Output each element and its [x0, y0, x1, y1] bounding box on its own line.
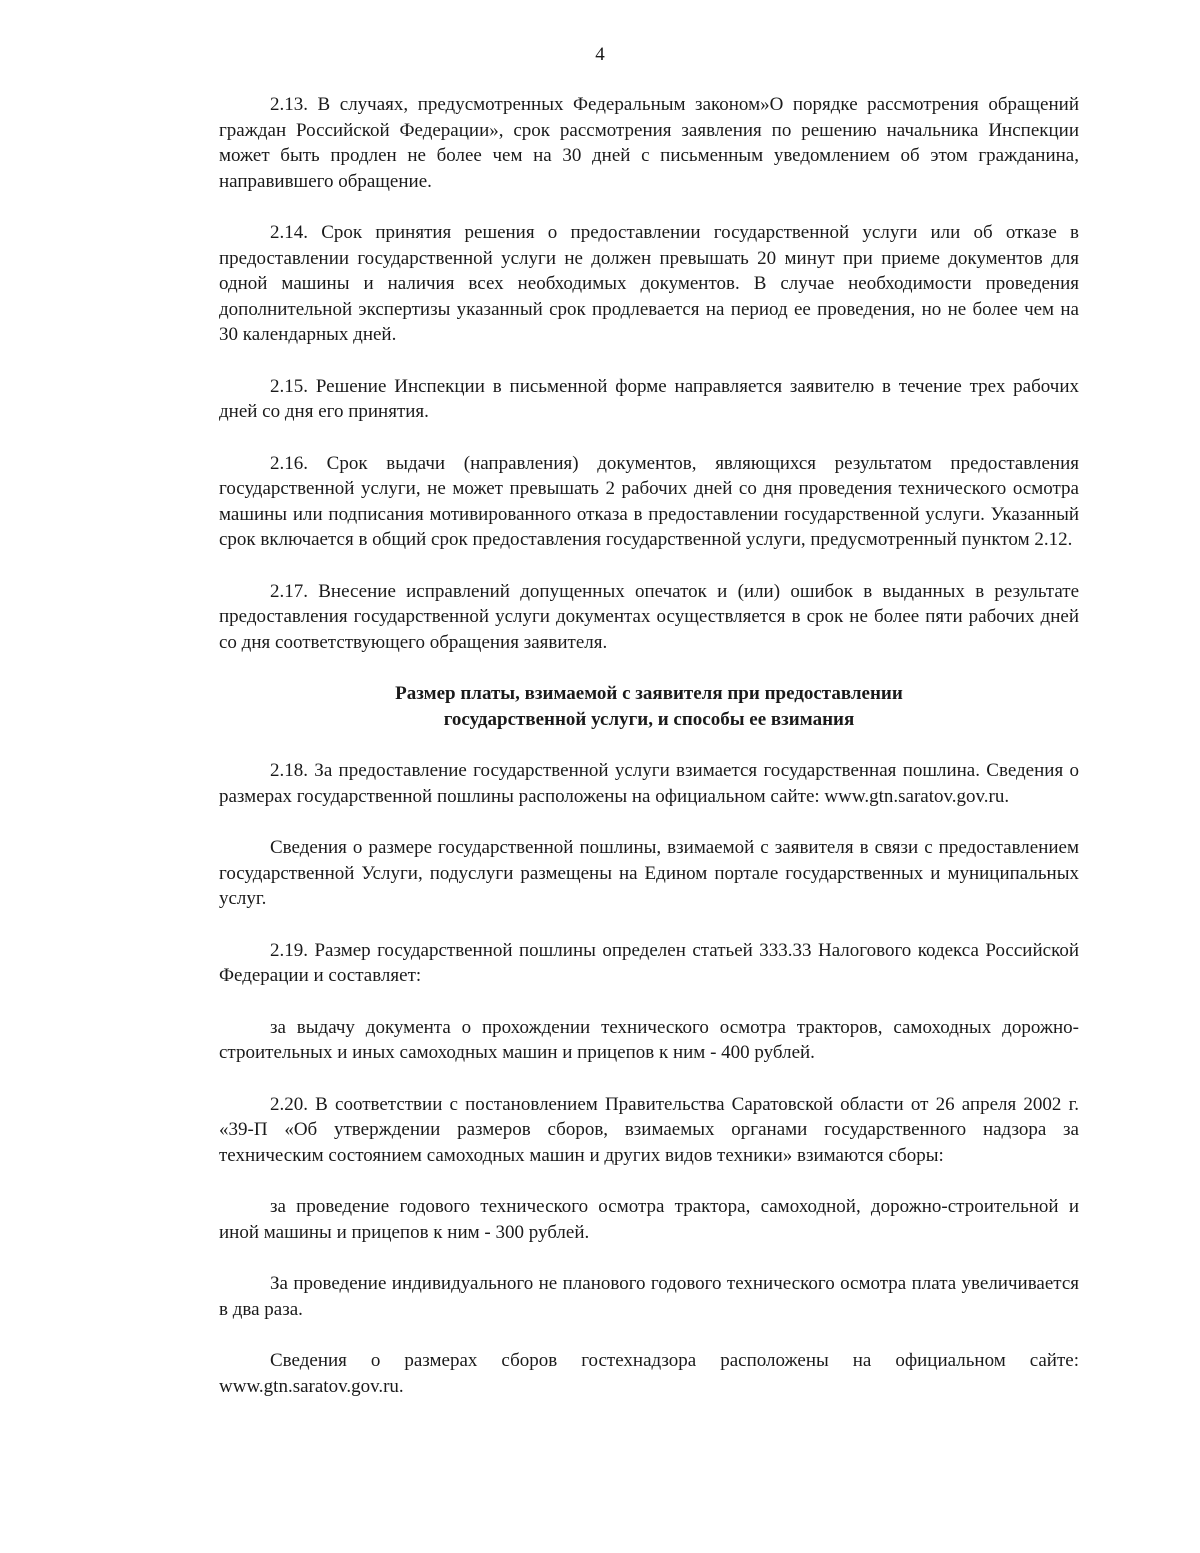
paragraph-2-18: 2.18. За предоставление государственной услуги взимается государственная пошлина. Сведения о размерах государственной пошлины расположены на официальном сайте: www.gtn.saratov.gov.ru.: [219, 760, 1079, 807]
page-number: 4: [595, 44, 605, 65]
paragraph-fee-300: за проведение годового технического осмотра трактора, самоходной, дорожно-строительной и иной машины и прицепов к ним - 300 рублей.: [219, 1196, 1079, 1243]
paragraph-2-19: 2.19. Размер государственной пошлины определен статьей 333.33 Налогового кодекса Российской Федерации и составляет:: [219, 939, 1079, 986]
paragraph-fee-info-portal: Сведения о размере государственной пошлины, взимаемой с заявителя в связи с предоставлением государственной Услуги, подуслуги размещены на Едином портале государственных и муниципальных услуг.: [219, 837, 1079, 909]
section-heading-line-2: государственной услуги, и способы ее взимания: [443, 708, 855, 730]
paragraph-2-13: 2.13. В случаях, предусмотренных Федеральным законом»О порядке рассмотрения обращений граждан Российской Федерации», срок рассмотрения заявления по решению начальника Инспекции может быть продлен не более чем на 30 дней с письменным уведомлением об этом гражданина, направившего обращение.: [219, 94, 1079, 192]
paragraph-2-16: 2.16. Срок выдачи (направления) документов, являющихся результатом предоставления государственной услуги, не может превышать 2 рабочих дней со дня проведения технического осмотра машины или подписания мотивированного отказа в предоставлении государственной услуги. Указанный срок включается в общий срок предоставления государственной услуги, предусмотренный пунктом 2.12.: [219, 452, 1079, 550]
section-heading: [219, 681, 1079, 732]
document-body: [219, 92, 1079, 1425]
paragraph-double-fee: За проведение индивидуального не планового годового технического осмотра плата увеличивается в два раза.: [219, 1273, 1079, 1320]
paragraph-2-20: 2.20. В соответствии с постановлением Правительства Саратовской области от 26 апреля 2002 г. «39-П «Об утверждении размеров сборов, взимаемых органами государственного надзора за техническим состоянием самоходных машин и других видов техники» взимаются сборы:: [219, 1093, 1079, 1166]
paragraph-fee-400: за выдачу документа о прохождении технического осмотра тракторов, самоходных дорожно-строительных и иных самоходных машин и прицепов к ним - 400 рублей.: [219, 1016, 1079, 1063]
paragraph-2-14: 2.14. Срок принятия решения о предоставлении государственной услуги или об отказе в предоставлении государственной услуги не должен превышать 20 минут при приеме документов для одной машины и наличия всех необходимых документов. В случае необходимости проведения дополнительной экспертизы указанный срок продлевается на период ее проведения, но не более чем на 30 календарных дней.: [219, 222, 1079, 345]
section-heading-line-1: Размер платы, взимаемой с заявителя при предоставлении: [395, 683, 903, 704]
paragraph-2-15: 2.15. Решение Инспекции в письменной форме направляется заявителю в течение трех рабочих дней со дня его принятия.: [219, 375, 1079, 422]
paragraph-2-17: 2.17. Внесение исправлений допущенных опечаток и (или) ошибок в выданных в результате предоставления государственной услуги документах осуществляется в срок не более пяти рабочих дней со дня соответствующего обращения заявителя.: [219, 580, 1079, 653]
paragraph-fee-website: Сведения о размерах сборов гостехнадзора расположены на официальном сайте: www.gtn.saratov.gov.ru.: [219, 1350, 1079, 1397]
